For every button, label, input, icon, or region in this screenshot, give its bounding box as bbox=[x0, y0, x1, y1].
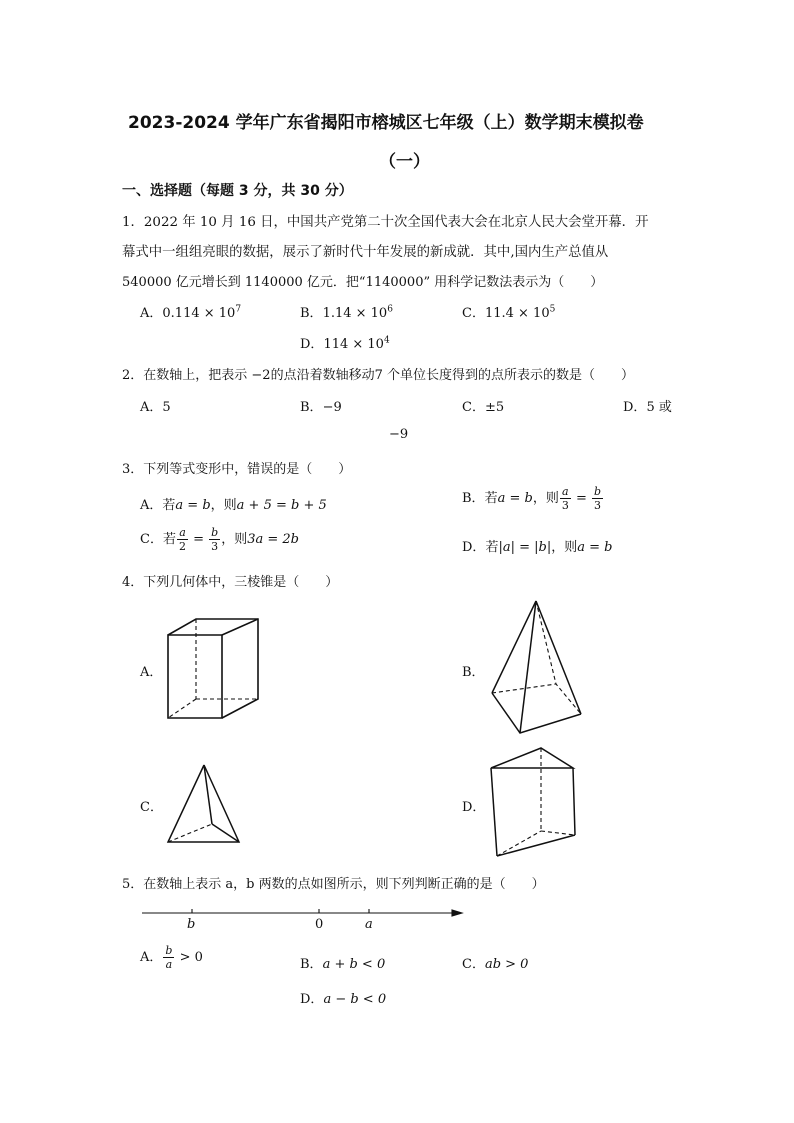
triangular-prism-figure bbox=[488, 746, 576, 859]
q1-option-a: A．$0.114 \times 10^7$ bbox=[140, 304, 242, 321]
q5-option-b: B．a + b < 0 bbox=[300, 957, 386, 972]
q3-stem: 3．下列等式变形中，错误的是（ ） bbox=[122, 462, 352, 477]
q3-option-c: C．若 $\frac{a}{2}$ = $\frac{b}{3}$ ，则3a = 2b bbox=[140, 526, 299, 553]
q4-option-a-label: A． bbox=[140, 665, 163, 680]
q1-stem-line3: 540000 亿元增长到 1140000 亿元．把“1140000” 用科学记数法表示为（ ） bbox=[122, 275, 604, 290]
q1-stem-line1: 1．2022 年 10 月 16 日，中国共产党第二十次全国代表大会在北京人民大会堂开幕．开 bbox=[122, 215, 649, 230]
q4-option-d-label: D． bbox=[462, 800, 486, 815]
q4-option-b-label: B． bbox=[462, 665, 485, 680]
q2-option-d-continued: −9 bbox=[389, 427, 409, 442]
q2-option-a: A．5 bbox=[140, 400, 171, 415]
section-heading: 一、选择题（每题 3 分，共 30 分） bbox=[122, 183, 353, 199]
number-line-label-zero: 0 bbox=[315, 917, 324, 932]
q1-option-d: D．$114 \times 10^4$ bbox=[300, 335, 390, 352]
q1-option-c: C．$11.4 \times 10^5$ bbox=[462, 304, 556, 321]
q2-option-b: B．−9 bbox=[300, 400, 342, 415]
q5-stem: 5．在数轴上表示 a，b 两数的点如图所示，则下列判断正确的是（ ） bbox=[122, 877, 545, 892]
q4-option-c-label: C． bbox=[140, 800, 163, 815]
cuboid-figure bbox=[165, 617, 265, 722]
q5-option-d: D．a − b < 0 bbox=[300, 992, 387, 1007]
exam-title-subtitle: （一） bbox=[379, 152, 430, 172]
q5-option-c: C．ab > 0 bbox=[462, 957, 529, 972]
q3-option-b: B．若a = b，则 $\frac{a}{3}$ = $\frac{b}{3}$ bbox=[462, 485, 602, 512]
q3-option-a: A．若a = b，则a + 5 = b + 5 bbox=[140, 498, 327, 513]
q2-option-c: C．±5 bbox=[462, 400, 505, 415]
q3-option-d: D．若|a| = |b|，则a = b bbox=[462, 540, 613, 555]
q4-stem: 4．下列几何体中，三棱锥是（ ） bbox=[122, 575, 339, 590]
square-pyramid-figure bbox=[488, 598, 586, 736]
q5-option-a: A． $\frac{b}{a}$ > 0 bbox=[140, 944, 203, 971]
q1-option-b: B．$1.14 \times 10^6$ bbox=[300, 304, 393, 321]
exam-title: 2023-2024 学年广东省揭阳市榕城区七年级（上）数学期末模拟卷 bbox=[128, 113, 644, 133]
q2-option-d: D．5 或 bbox=[623, 400, 672, 415]
number-line-label-b: b bbox=[187, 917, 196, 932]
q2-stem: 2．在数轴上，把表示 −2的点沿着数轴移动7 个单位长度得到的点所表示的数是（ ） bbox=[122, 368, 634, 383]
q1-stem-line2: 幕式中一组组亮眼的数据，展示了新时代十年发展的新成就．其中,国内生产总值从 bbox=[122, 245, 609, 260]
triangular-pyramid-figure bbox=[165, 762, 245, 847]
number-line-label-a: a bbox=[365, 917, 373, 932]
